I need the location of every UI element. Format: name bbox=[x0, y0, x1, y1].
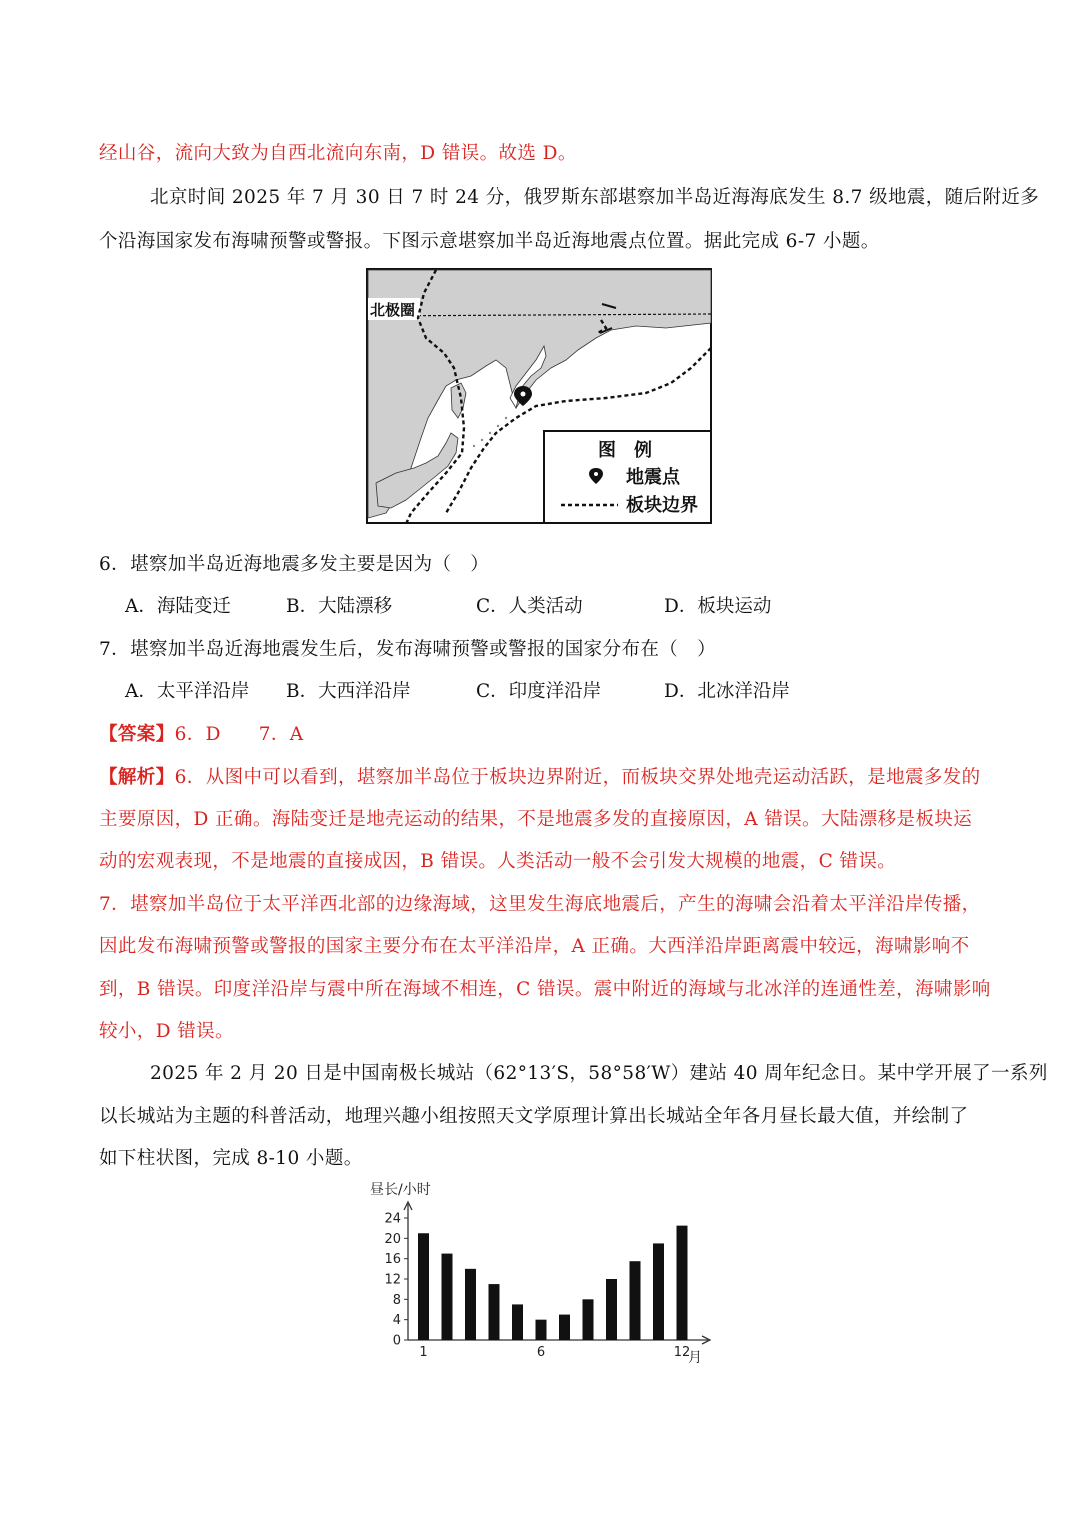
passage2-line2: 以长城站为主题的科普活动，地理兴趣小组按照天文学原理计算出长城站全年各月昼长最大值，并绘制了 bbox=[99, 1106, 969, 1127]
y-tick-label: 20 bbox=[384, 1231, 401, 1247]
bar-month-9 bbox=[606, 1279, 617, 1340]
x-tick-label: 1 bbox=[419, 1345, 428, 1360]
bar-month-8 bbox=[583, 1299, 594, 1340]
bars bbox=[418, 1226, 688, 1340]
bar-month-12 bbox=[677, 1226, 688, 1340]
y-tick-label: 24 bbox=[384, 1211, 401, 1227]
legend-quake-label: 地震点 bbox=[626, 467, 680, 488]
q6-option-b: B．大陆漂移 bbox=[286, 596, 393, 617]
legend-title: 图 例 bbox=[598, 440, 652, 461]
y-tick-label: 0 bbox=[392, 1333, 401, 1349]
x-tick-labels bbox=[419, 1345, 690, 1360]
analysis-line-5: 因此发布海啸预警或警报的国家主要分布在太平洋沿岸，A 正确。大西洋沿岸距离震中较远，海啸影响不 bbox=[99, 936, 970, 957]
analysis-line-1: 【解析】6．从图中可以看到，堪察加半岛位于板块边界附近，而板块交界处地壳运动活跃，是地震多发的 bbox=[99, 767, 981, 788]
kamchatka-map bbox=[366, 268, 712, 528]
passage1-line2: 个沿海国家发布海啸预警或警报。下图示意堪察加半岛近海地震点位置。据此完成 6-7 小题。 bbox=[99, 231, 880, 252]
analysis-line-3: 动的宏观表现，不是地震的直接成因，B 错误。人类活动一般不会引发大规模的地震，C 错误。 bbox=[99, 851, 897, 872]
x-tick-label: 12 bbox=[673, 1345, 691, 1360]
y-axis-label: 昼长/小时 bbox=[370, 1182, 431, 1198]
bar-month-5 bbox=[512, 1304, 523, 1340]
analysis-label: 【解析】 bbox=[99, 767, 175, 788]
x-axis-label: 月 bbox=[688, 1350, 702, 1366]
kamchatka-map-svg bbox=[366, 268, 712, 524]
day-length-bar-chart bbox=[360, 1175, 720, 1379]
question-6-stem: 6．堪察加半岛近海地震多发主要是因为（ ） bbox=[99, 554, 490, 575]
y-tick-label: 4 bbox=[392, 1313, 401, 1329]
bar-month-3 bbox=[465, 1269, 476, 1340]
q7-option-b: B．大西洋沿岸 bbox=[286, 681, 411, 702]
q7-option-a: A．太平洋沿岸 bbox=[125, 681, 250, 702]
y-tick-label: 16 bbox=[384, 1252, 401, 1268]
answer-label: 【答案】 bbox=[99, 724, 175, 745]
q6-option-c: C．人类活动 bbox=[476, 596, 583, 617]
y-tick-label: 8 bbox=[392, 1292, 401, 1308]
legend-boundary-label: 板块边界 bbox=[626, 495, 698, 516]
bar-month-7 bbox=[559, 1315, 570, 1340]
analysis-line-6: 到，B 错误。印度洋沿岸与震中所在海域不相连，C 错误。震中附近的海域与北冰洋的连通性差，海啸影响 bbox=[99, 979, 991, 1000]
y-tick-labels bbox=[384, 1212, 408, 1349]
y-tick-label: 12 bbox=[384, 1272, 401, 1288]
bar-chart-svg bbox=[360, 1175, 720, 1375]
bar-month-6 bbox=[536, 1320, 547, 1340]
analysis-line-4: 7．堪察加半岛位于太平洋西北部的边缘海域，这里发生海底地震后，产生的海啸会沿着太平洋沿岸传播， bbox=[99, 894, 981, 915]
q6-option-a: A．海陆变迁 bbox=[125, 596, 231, 617]
answer-text: 6．D 7．A bbox=[174, 724, 304, 745]
q7-option-c: C．印度洋沿岸 bbox=[476, 681, 602, 702]
passage2-line3: 如下柱状图，完成 8-10 小题。 bbox=[99, 1148, 363, 1169]
previous-answer-continuation: 经山谷，流向大致为自西北流向东南，D 错误。故选 D。 bbox=[99, 143, 577, 164]
q7-option-d: D．北冰洋沿岸 bbox=[664, 681, 790, 702]
map-legend bbox=[544, 431, 711, 523]
bar-month-1 bbox=[418, 1233, 429, 1340]
arctic-circle-label: 北极圈 bbox=[370, 301, 416, 319]
answer-line bbox=[99, 720, 304, 746]
passage2-line1: 2025 年 2 月 20 日是中国南极长城站（62°13′S，58°58′W）建站 40 周年纪念日。某中学开展了一系列 bbox=[150, 1063, 1048, 1084]
passage1-line1: 北京时间 2025 年 7 月 30 日 7 时 24 分，俄罗斯东部堪察加半岛近海海底发生 8.7 级地震，随后附近多 bbox=[150, 187, 1040, 208]
x-tick-label: 6 bbox=[536, 1345, 546, 1360]
question-7-stem: 7．堪察加半岛近海地震发生后，发布海啸预警或警报的国家分布在（ ） bbox=[99, 639, 716, 660]
analysis-line-7: 较小，D 错误。 bbox=[99, 1021, 234, 1042]
bar-month-11 bbox=[653, 1243, 664, 1340]
q6-option-d: D．板块运动 bbox=[664, 596, 772, 617]
analysis-line-2: 主要原因，D 正确。海陆变迁是地壳运动的结果，不是地震多发的直接原因，A 错误。大陆漂移是板块运 bbox=[99, 809, 973, 830]
bar-month-2 bbox=[442, 1254, 453, 1340]
bar-month-10 bbox=[630, 1261, 641, 1340]
bar-month-4 bbox=[489, 1284, 500, 1340]
